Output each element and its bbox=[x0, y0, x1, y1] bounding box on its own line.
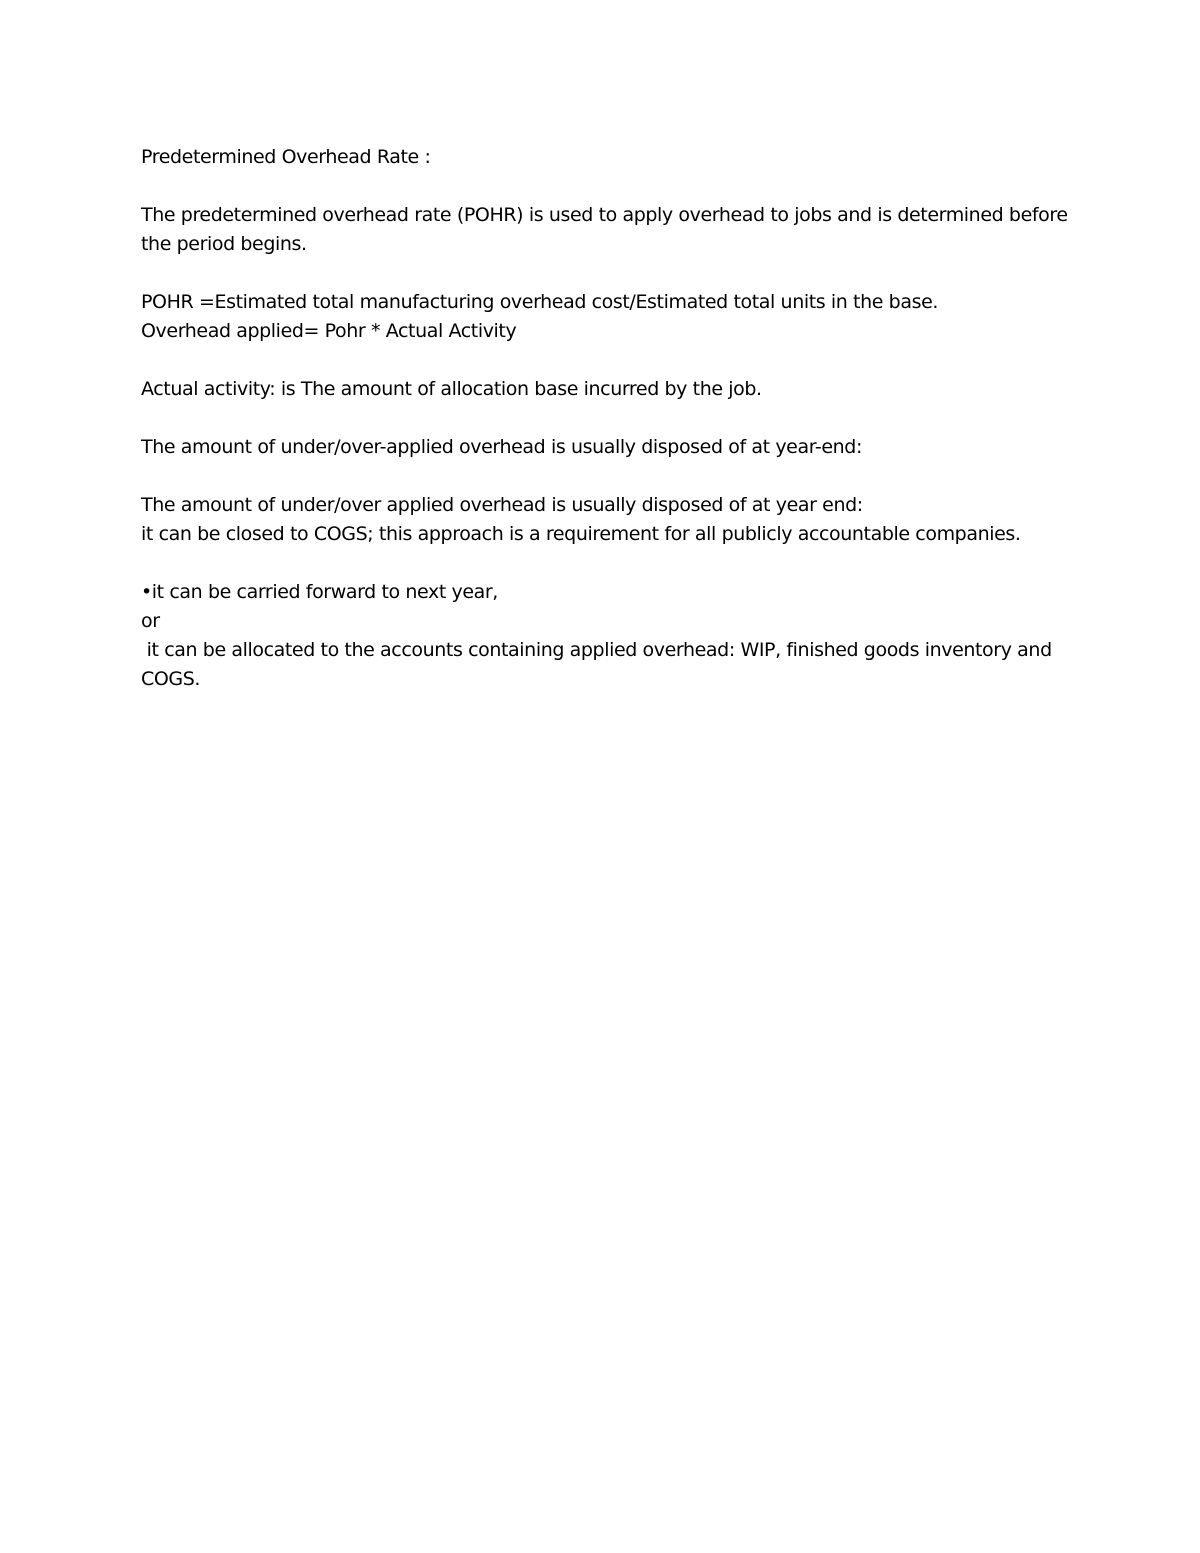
spacer bbox=[141, 259, 1081, 288]
option-allocate: it can be allocated to the accounts containing applied overhead: WIP, finished goods inventory and COGS. bbox=[141, 639, 1058, 690]
actual-activity-definition: Actual activity: is The amount of allocation base incurred by the job. bbox=[141, 378, 762, 400]
spacer bbox=[141, 346, 1081, 375]
spacer bbox=[141, 462, 1081, 491]
pohr-formula: POHR =Estimated total manufacturing overhead cost/Estimated total units in the base. bbox=[141, 291, 939, 313]
overhead-applied-formula: Overhead applied= Pohr * Actual Activity bbox=[141, 320, 517, 342]
disposal-statement-1: The amount of under/over-applied overhead is usually disposed of at year-end: bbox=[141, 436, 862, 458]
spacer bbox=[141, 172, 1081, 201]
spacer bbox=[141, 404, 1081, 433]
option-close-to-cogs: it can be closed to COGS; this approach is a requirement for all publicly accountable companies. bbox=[141, 523, 1021, 545]
disposal-statement-2: The amount of under/over applied overhead is usually disposed of at year end: bbox=[141, 494, 863, 516]
or-connector: or bbox=[141, 610, 160, 632]
document-heading: Predetermined Overhead Rate : bbox=[141, 146, 431, 168]
spacer bbox=[141, 549, 1081, 578]
intro-paragraph: The predetermined overhead rate (POHR) is used to apply overhead to jobs and is determined before the period begins. bbox=[141, 204, 1074, 255]
option-carry-forward: •it can be carried forward to next year, bbox=[141, 581, 498, 603]
document-body bbox=[141, 143, 1081, 694]
